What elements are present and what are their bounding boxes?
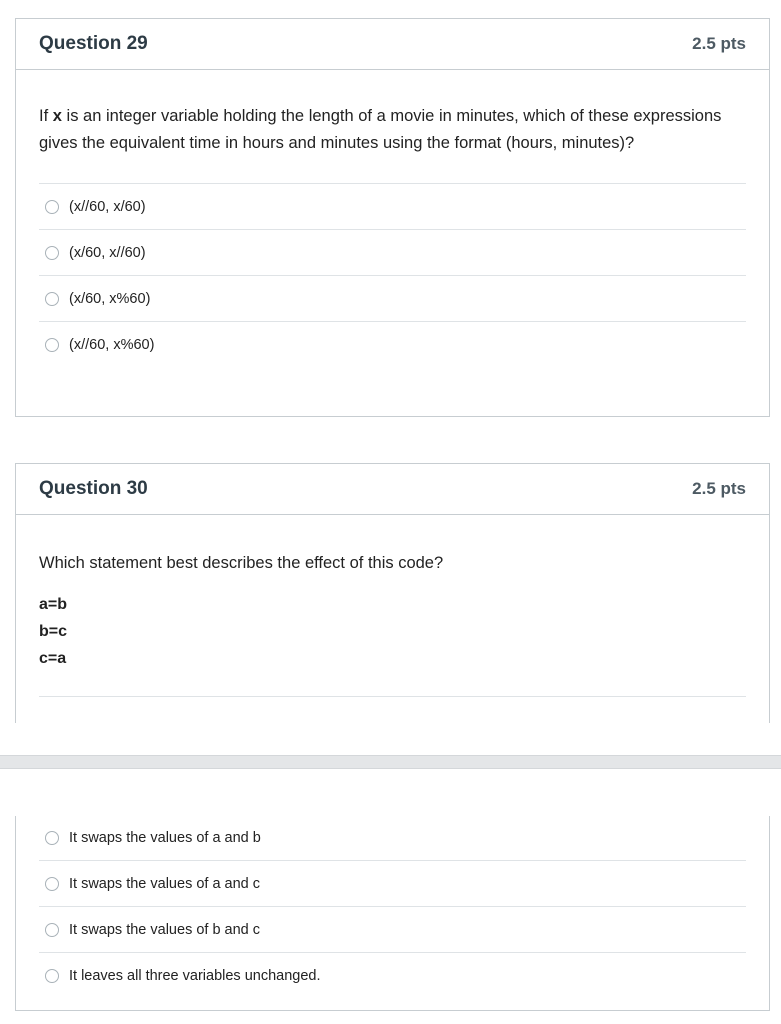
answer-option[interactable] bbox=[39, 322, 746, 367]
answer-list bbox=[39, 183, 746, 367]
code-line: a=b bbox=[39, 595, 68, 613]
answer-label: (x/60, x//60) bbox=[69, 244, 146, 261]
answer-option[interactable] bbox=[39, 815, 746, 861]
radio-button[interactable] bbox=[45, 877, 59, 891]
code-block bbox=[16, 591, 769, 672]
question-points: 2.5 pts bbox=[692, 34, 746, 53]
answer-label: (x//60, x/60) bbox=[69, 198, 146, 215]
question-29-card bbox=[15, 18, 770, 417]
radio-button[interactable] bbox=[45, 292, 59, 306]
answer-label: (x//60, x%60) bbox=[69, 336, 155, 353]
question-title: Question 29 bbox=[39, 33, 148, 54]
question-text-start: If bbox=[39, 107, 53, 125]
radio-button[interactable] bbox=[45, 969, 59, 983]
answer-list bbox=[39, 815, 746, 998]
answer-label: It leaves all three variables unchanged. bbox=[69, 967, 321, 984]
radio-button[interactable] bbox=[45, 246, 59, 260]
radio-button[interactable] bbox=[45, 831, 59, 845]
answer-option[interactable] bbox=[39, 276, 746, 322]
code-line: b=c bbox=[39, 622, 68, 640]
answer-label: It swaps the values of a and c bbox=[69, 875, 261, 892]
question-title: Question 30 bbox=[39, 478, 148, 499]
question-text-rest: is an integer variable holding the length of a movie in minutes, which of these expressions gives the equivalent time in hours and minutes using the format (hours, minutes)? bbox=[39, 107, 722, 152]
answer-option[interactable] bbox=[39, 907, 746, 953]
answer-option[interactable] bbox=[39, 953, 746, 998]
answers-divider bbox=[39, 696, 746, 697]
answer-label: (x/60, x%60) bbox=[69, 290, 151, 307]
radio-button[interactable] bbox=[45, 200, 59, 214]
radio-button[interactable] bbox=[45, 338, 59, 352]
question-header bbox=[16, 464, 769, 515]
answer-option[interactable] bbox=[39, 184, 746, 230]
question-30-card bbox=[15, 463, 770, 723]
question-text bbox=[16, 70, 769, 156]
radio-button[interactable] bbox=[45, 923, 59, 937]
page-break bbox=[0, 755, 781, 769]
question-text: Which statement best describes the effect of this code? bbox=[39, 554, 444, 572]
answer-option[interactable] bbox=[39, 861, 746, 907]
answer-option[interactable] bbox=[39, 230, 746, 276]
question-header bbox=[16, 19, 769, 70]
answer-label: It swaps the values of b and c bbox=[69, 921, 261, 938]
question-30-answers-card bbox=[15, 816, 770, 1011]
variable-name: x bbox=[52, 107, 62, 125]
answer-label: It swaps the values of a and b bbox=[69, 829, 261, 846]
code-line: c=a bbox=[39, 649, 67, 667]
question-points: 2.5 pts bbox=[692, 479, 746, 498]
